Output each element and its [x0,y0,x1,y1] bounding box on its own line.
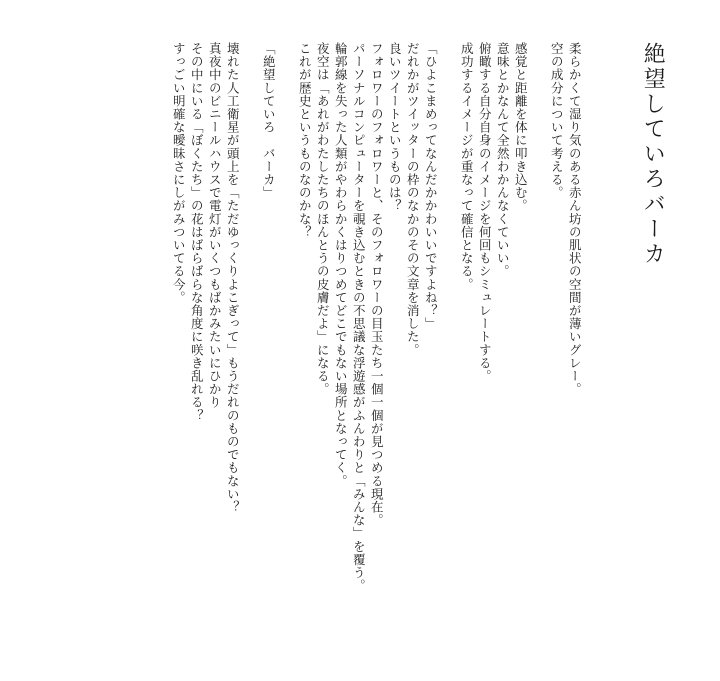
poem-line: 感覚と距離を体に叩き込む。 [513,42,529,213]
poem-title: 絶望していろバーカ [640,42,666,267]
poem-line: 「ひよこまめってなんだかかわいいですよね？」 [423,42,439,331]
stanza-4 [259,42,277,642]
poem-line: 輪郭線を失った人類がやわらかくはりつめてどこでもない場所となってく。 [333,42,349,488]
poem-line: 夜空は「あれがわたしたちのほんとうの皮膚だよ」になる。 [315,42,331,396]
poem-line: 成功するイメージが重なって確信となる。 [459,42,475,291]
stanza-5 [169,42,241,642]
poem-line: 良いツイートというものは？ [387,42,403,213]
poem-line: 柔らかくて湿り気のある赤ん坊の肌状の空間が薄いグレー。 [567,42,583,396]
poem-line: 意味とかなんて全然わかんなくていい。 [495,42,511,278]
poem-line: パーソナルコンピューターを覗き込むときの不思議な浮遊感がふんわりと「みんな」を覆う。 [351,42,367,593]
stanza-2 [457,42,529,642]
poem-line: その中にいる「ぼくたち」の花はばらばらな角度に咲き乱れる？ [189,42,205,422]
stanza-3 [295,42,439,642]
poem-line: すっごい明確な曖昧さにしがみついてる今。 [171,42,187,304]
poem-line: 俯瞰する自分自身のイメージを何回もシミュレートする。 [477,42,493,383]
poem-line: これが歴史というものなのかな？ [297,42,313,239]
poem-line: 空の成分について考える。 [549,42,565,200]
stanza-1 [547,42,583,642]
poem-line: 真夜中のビニールハウスで電灯がいくつもばかみたいにひかり [207,42,223,409]
poem-body [169,42,680,642]
poem-line: 壊れた人工衛星が頭上を「ただゆっくりよこぎって」もうだれのものでもない？ [225,42,241,514]
poem-line: だれかがツイッターの枠のなかのその文章を消した。 [405,42,421,357]
poem-line: 「絶望していろ バーカ」 [261,42,277,200]
poem-line: フォロワーのフォロワーと、そのフォロワーの目玉たち一個一個が見つめる現在。 [369,42,385,527]
